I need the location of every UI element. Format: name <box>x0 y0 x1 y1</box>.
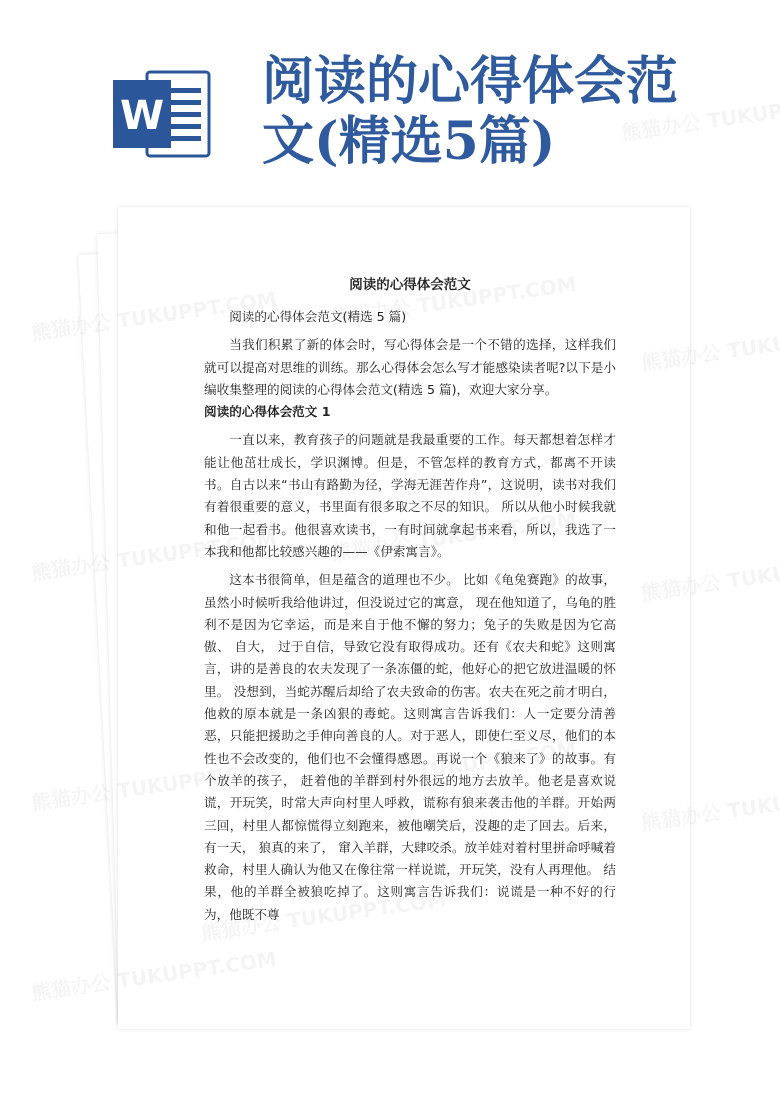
cover-title <box>262 52 762 172</box>
document-subtitle: 阅读的心得体会范文(精选 5 篇) <box>229 309 407 324</box>
intro-paragraph: 当我们积累了新的体会时，写心得体会是一个不错的选择，这样我们就可以提高对思维的训练。那么心得体会怎么写才能感染读者呢?以下是小编收集整理的阅读的心得体会范文(精选 5 篇)，欢迎大家分享。 <box>204 337 616 397</box>
logo-letter: W <box>119 93 165 139</box>
word-logo-icon <box>111 66 212 162</box>
cover-title-line-2: 文(精选5篇) <box>262 111 556 172</box>
cover-title-line-1: 阅读的心得体会范 <box>262 51 679 112</box>
document-title: 阅读的心得体会范文 <box>349 277 471 293</box>
body-paragraph: 这本书很简单，但是蕴含的道理也不少。 比如《龟兔赛跑》的故事，虽然小时候听我给他讲过，但没说过它的寓意， 现在他知道了，乌龟的胜利不是因为它幸运，而是来自于他不懈的努力；兔子的失败是因为它高傲、 自大， 过于自信，导致它没有取得成功。还有《农夫和蛇》这则寓言，讲的是善良的农夫发现了一条冻僵的蛇，他好心的把它放进温暖的怀里。 没想到，当蛇苏醒后却给了农夫致命的伤害。农夫在死之前才明白，他救的原本就是一条凶狠的毒蛇。这则寓言告诉我们：人一定要分清善恶，只能把援助之手伸向善良的人。对于恶人，即使仁至义尽，他们的本性也不会改变的，他们也不会懂得感恩。再说一个《狼来了》的故事。有个放羊的孩子， 赶着他的羊群到村外很远的地方去放羊。他老是喜欢说谎，开玩笑，时常大声向村里人呼救，谎称有狼来袭击他的羊群。开始两三回，村里人都惊慌得立刻跑来，被他嘲笑后，没趣的走了回去。后来，有一天， 狼真的来了， 窜入羊群，大肆咬杀。放羊娃对着村里拼命呼喊着救命，村里人确认为他又在像往常一样说谎，开玩笑，没有人再理他。 结果，他的羊群全被狼吃掉了。这则寓言告诉我们：说谎是一种不好的行为，他既不尊 <box>204 572 616 922</box>
body-paragraph: 一直以来，教育孩子的问题就是我最重要的工作。每天都想着怎样才能让他茁壮成长，学识渊博。但是，不管怎样的教育方式，都离不开读书。自古以来“书山有路勤为径，学海无涯苦作舟”，这说明，读书对我们有着很重要的意义，书里面有很多取之不尽的知识。 所以从他小时候我就和他一起看书。他很喜欢读书，一有时间就拿起书来看，所以，我选了一本我和他都比较感兴趣的——《伊索寓言》。 <box>204 432 616 559</box>
document-page <box>118 207 690 1029</box>
section-heading: 阅读的心得体会范文 1 <box>204 404 331 420</box>
document-body <box>204 273 616 926</box>
